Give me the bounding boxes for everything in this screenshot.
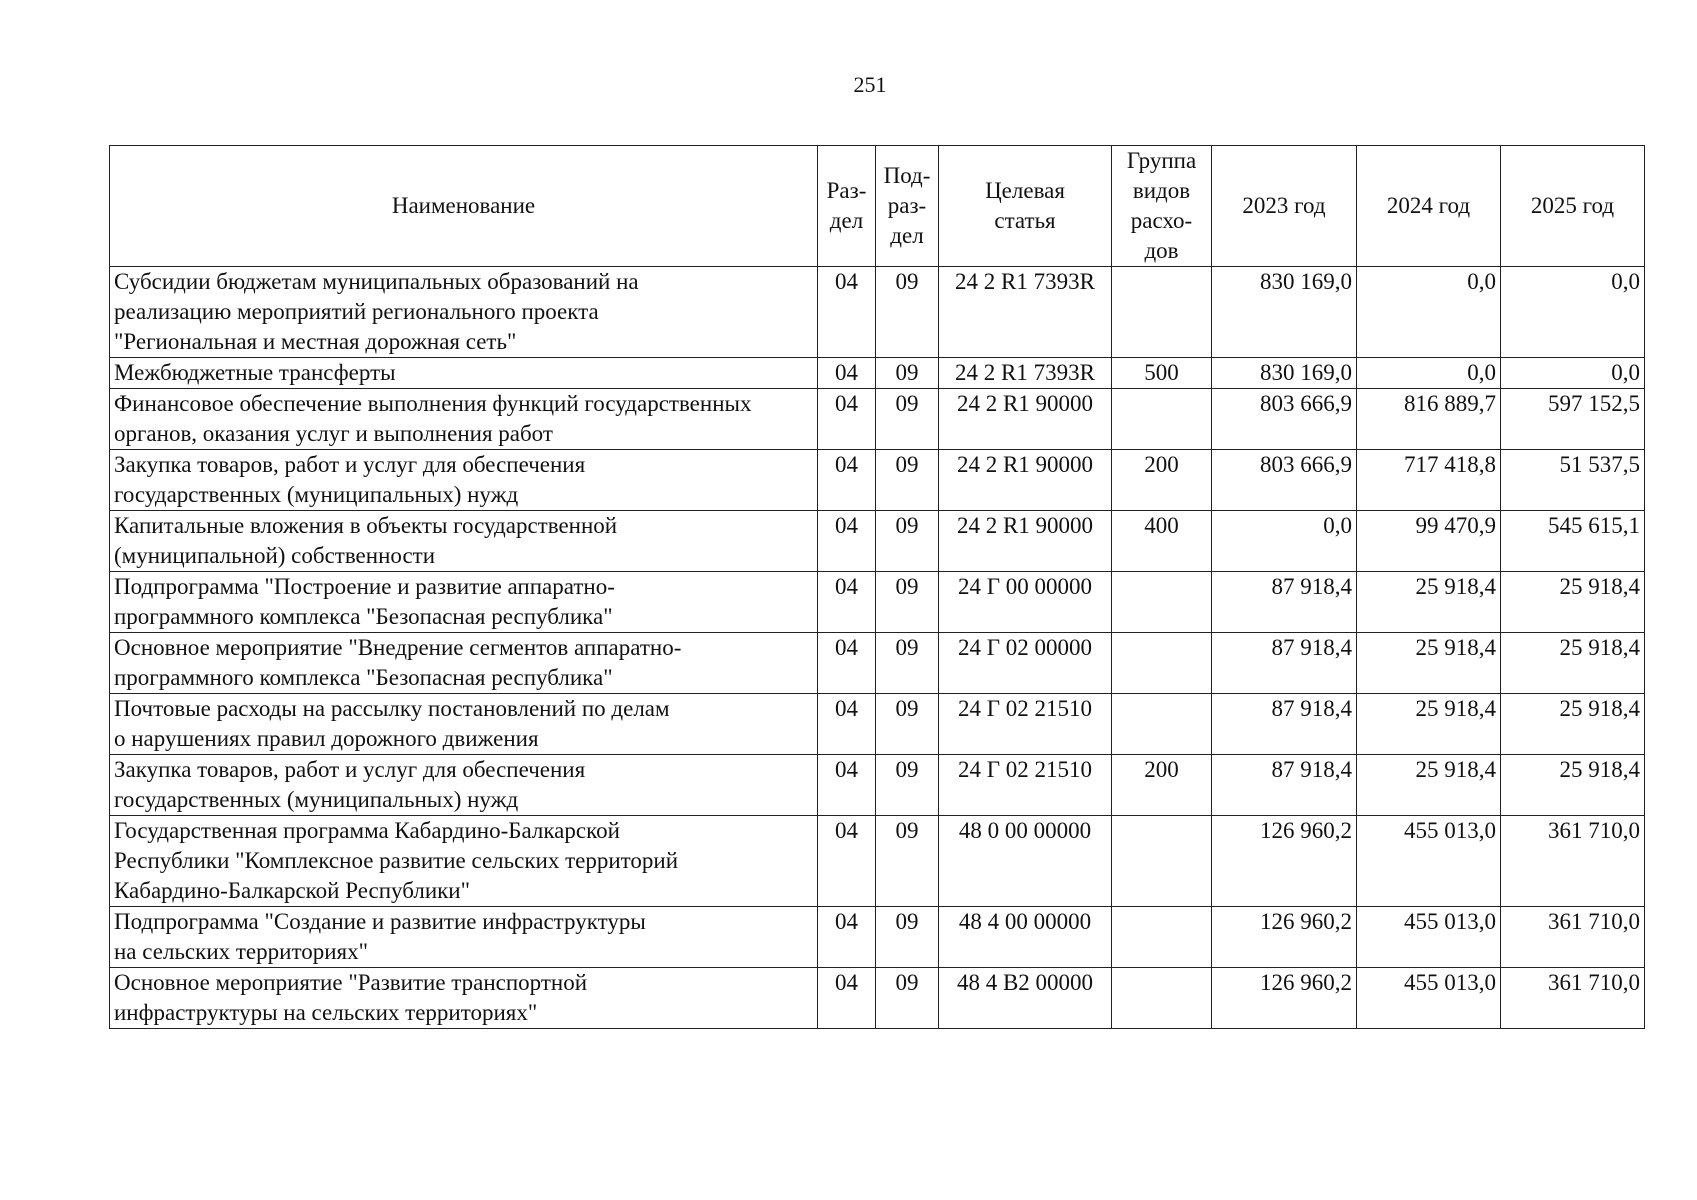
table-header-row [110, 146, 1645, 267]
cell-section: 04 [818, 389, 876, 450]
page-number: 251 [853, 72, 887, 97]
cell-2024: 25 918,4 [1357, 633, 1501, 694]
header-section: Раз- дел [818, 146, 876, 267]
table-row [110, 511, 1645, 572]
cell-2023: 830 169,0 [1212, 267, 1357, 358]
cell-2025: 0,0 [1501, 267, 1645, 358]
table-row [110, 907, 1645, 968]
cell-section: 04 [818, 358, 876, 389]
header-expense-group: Группа видов расхо- дов [1112, 146, 1212, 267]
cell-section: 04 [818, 968, 876, 1029]
cell-2025: 0,0 [1501, 358, 1645, 389]
cell-section: 04 [818, 907, 876, 968]
cell-2024: 455 013,0 [1357, 968, 1501, 1029]
cell-target: 48 0 00 00000 [939, 816, 1112, 907]
cell-2024: 455 013,0 [1357, 907, 1501, 968]
cell-name: Закупка товаров, работ и услуг для обеспечения государственных (муниципальных) нужд [110, 450, 818, 511]
cell-2024: 25 918,4 [1357, 572, 1501, 633]
cell-expense-group [1112, 694, 1212, 755]
cell-expense-group [1112, 968, 1212, 1029]
header-2023: 2023 год [1212, 146, 1357, 267]
table-row [110, 389, 1645, 450]
cell-expense-group: 400 [1112, 511, 1212, 572]
cell-expense-group [1112, 389, 1212, 450]
cell-2024: 0,0 [1357, 358, 1501, 389]
cell-2025: 25 918,4 [1501, 755, 1645, 816]
table-row [110, 694, 1645, 755]
cell-2025: 25 918,4 [1501, 694, 1645, 755]
cell-2023: 803 666,9 [1212, 450, 1357, 511]
cell-2023: 87 918,4 [1212, 633, 1357, 694]
cell-target: 24 Г 02 00000 [939, 633, 1112, 694]
cell-2025: 545 615,1 [1501, 511, 1645, 572]
cell-section: 04 [818, 816, 876, 907]
cell-subsection: 09 [876, 511, 939, 572]
cell-target: 48 4 В2 00000 [939, 968, 1112, 1029]
cell-name: Подпрограмма "Построение и развитие аппаратно- программного комплекса "Безопасная республика" [110, 572, 818, 633]
cell-expense-group: 500 [1112, 358, 1212, 389]
cell-2025: 361 710,0 [1501, 907, 1645, 968]
table-row [110, 450, 1645, 511]
cell-2025: 51 537,5 [1501, 450, 1645, 511]
cell-expense-group [1112, 267, 1212, 358]
cell-subsection: 09 [876, 968, 939, 1029]
table-row [110, 633, 1645, 694]
cell-expense-group [1112, 572, 1212, 633]
cell-expense-group [1112, 633, 1212, 694]
cell-subsection: 09 [876, 755, 939, 816]
cell-name: Основное мероприятие "Развитие транспортной инфраструктуры на сельских территориях" [110, 968, 818, 1029]
cell-2024: 717 418,8 [1357, 450, 1501, 511]
cell-2024: 25 918,4 [1357, 755, 1501, 816]
cell-name: Государственная программа Кабардино-Балкарской Республики "Комплексное развитие сельских территорий Кабардино-Балкарской Республики" [110, 816, 818, 907]
cell-2023: 87 918,4 [1212, 572, 1357, 633]
cell-2025: 25 918,4 [1501, 572, 1645, 633]
cell-expense-group [1112, 816, 1212, 907]
cell-section: 04 [818, 755, 876, 816]
cell-subsection: 09 [876, 816, 939, 907]
cell-2023: 830 169,0 [1212, 358, 1357, 389]
table-row [110, 755, 1645, 816]
cell-2025: 25 918,4 [1501, 633, 1645, 694]
cell-2023: 803 666,9 [1212, 389, 1357, 450]
cell-subsection: 09 [876, 450, 939, 511]
cell-target: 24 Г 02 21510 [939, 755, 1112, 816]
cell-name: Субсидии бюджетам муниципальных образований на реализацию мероприятий регионального проекта "Региональная и местная дорожная сеть" [110, 267, 818, 358]
cell-2023: 87 918,4 [1212, 694, 1357, 755]
cell-2024: 99 470,9 [1357, 511, 1501, 572]
cell-name: Межбюджетные трансферты [110, 358, 818, 389]
cell-target: 24 Г 02 21510 [939, 694, 1112, 755]
header-target: Целевая статья [939, 146, 1112, 267]
cell-2024: 816 889,7 [1357, 389, 1501, 450]
cell-name: Капитальные вложения в объекты государственной (муниципальной) собственности [110, 511, 818, 572]
table-row [110, 358, 1645, 389]
cell-2023: 126 960,2 [1212, 816, 1357, 907]
cell-subsection: 09 [876, 694, 939, 755]
cell-2023: 87 918,4 [1212, 755, 1357, 816]
cell-name: Финансовое обеспечение выполнения функций государственных органов, оказания услуг и выполнения работ [110, 389, 818, 450]
cell-name: Основное мероприятие "Внедрение сегментов аппаратно- программного комплекса "Безопасная республика" [110, 633, 818, 694]
cell-2024: 455 013,0 [1357, 816, 1501, 907]
cell-name: Почтовые расходы на рассылку постановлений по делам о нарушениях правил дорожного движения [110, 694, 818, 755]
header-subsection: Под- раз- дел [876, 146, 939, 267]
table-row [110, 572, 1645, 633]
cell-target: 24 Г 00 00000 [939, 572, 1112, 633]
header-name: Наименование [110, 146, 818, 267]
cell-section: 04 [818, 511, 876, 572]
cell-2024: 0,0 [1357, 267, 1501, 358]
header-2024: 2024 год [1357, 146, 1501, 267]
cell-expense-group: 200 [1112, 450, 1212, 511]
header-2025: 2025 год [1501, 146, 1645, 267]
table-row [110, 816, 1645, 907]
table-row [110, 267, 1645, 358]
cell-section: 04 [818, 633, 876, 694]
cell-2025: 597 152,5 [1501, 389, 1645, 450]
cell-target: 24 2 R1 90000 [939, 511, 1112, 572]
cell-expense-group: 200 [1112, 755, 1212, 816]
cell-subsection: 09 [876, 358, 939, 389]
cell-2024: 25 918,4 [1357, 694, 1501, 755]
cell-2023: 126 960,2 [1212, 907, 1357, 968]
cell-section: 04 [818, 450, 876, 511]
budget-table [109, 145, 1645, 1029]
cell-2025: 361 710,0 [1501, 968, 1645, 1029]
cell-target: 24 2 R1 7393R [939, 267, 1112, 358]
cell-name: Закупка товаров, работ и услуг для обеспечения государственных (муниципальных) нужд [110, 755, 818, 816]
cell-target: 24 2 R1 7393R [939, 358, 1112, 389]
cell-target: 24 2 R1 90000 [939, 450, 1112, 511]
cell-2025: 361 710,0 [1501, 816, 1645, 907]
cell-name: Подпрограмма "Создание и развитие инфраструктуры на сельских территориях" [110, 907, 818, 968]
cell-target: 24 2 R1 90000 [939, 389, 1112, 450]
cell-2023: 126 960,2 [1212, 968, 1357, 1029]
cell-2023: 0,0 [1212, 511, 1357, 572]
table-row [110, 968, 1645, 1029]
cell-subsection: 09 [876, 267, 939, 358]
cell-section: 04 [818, 572, 876, 633]
cell-expense-group [1112, 907, 1212, 968]
cell-section: 04 [818, 694, 876, 755]
cell-subsection: 09 [876, 572, 939, 633]
cell-subsection: 09 [876, 907, 939, 968]
cell-target: 48 4 00 00000 [939, 907, 1112, 968]
cell-subsection: 09 [876, 389, 939, 450]
cell-section: 04 [818, 267, 876, 358]
cell-subsection: 09 [876, 633, 939, 694]
